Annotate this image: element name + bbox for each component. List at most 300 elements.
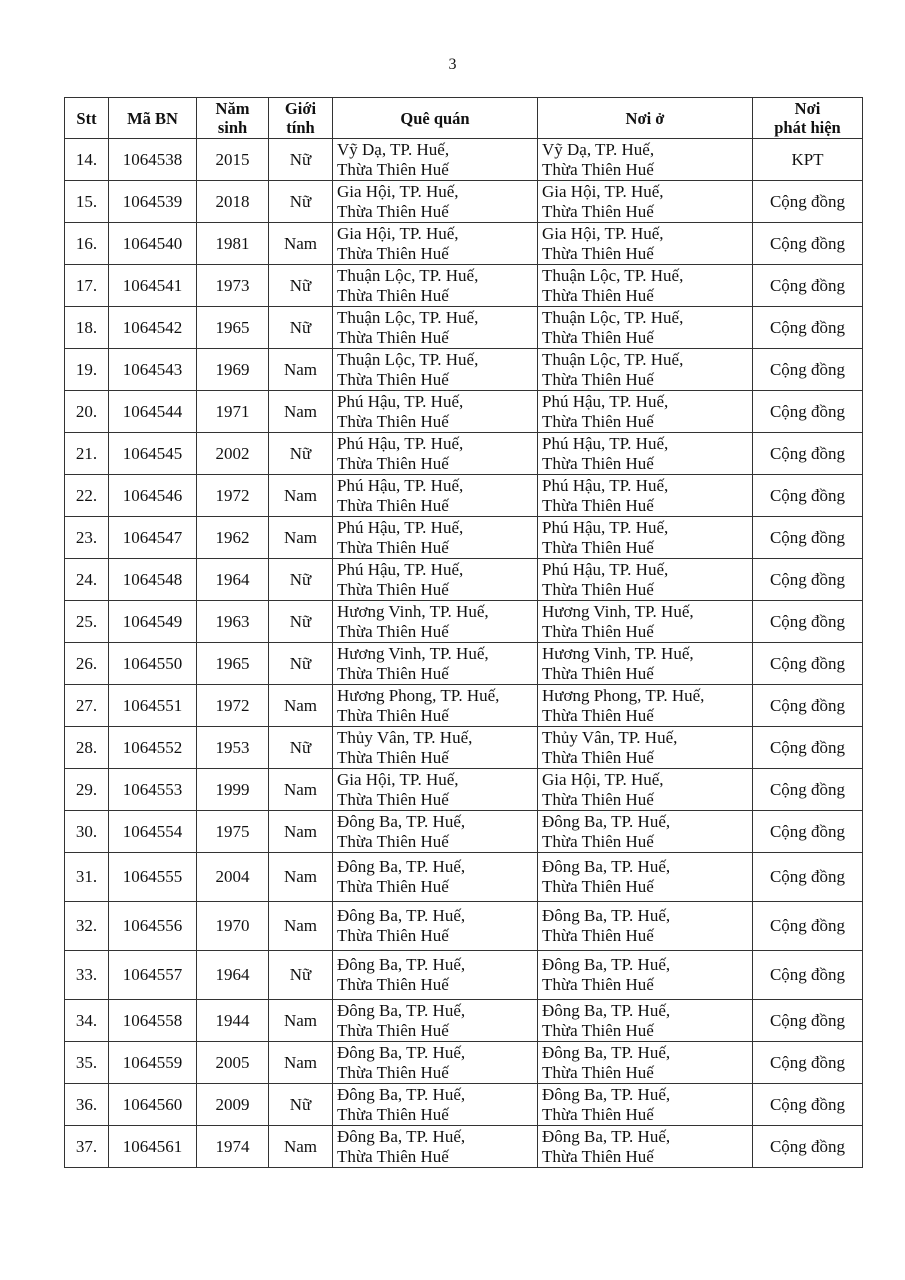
- cell-nam-sinh: 1944: [197, 1000, 269, 1042]
- cell-gioi-tinh: Nữ: [269, 139, 333, 181]
- table-row: [65, 1042, 863, 1084]
- cell-noi-o-line: Gia Hội, TP. Huế,: [542, 223, 664, 243]
- cell-que-quan-line: Phú Hậu, TP. Huế,: [337, 475, 464, 495]
- cell-ma-bn: 1064544: [109, 391, 197, 433]
- cell-stt: 19.: [65, 349, 109, 391]
- cell-que-quan-line: Thuận Lộc, TP. Huế,: [337, 307, 479, 327]
- table-row: [65, 223, 863, 265]
- cell-noi-o-line: Thừa Thiên Huế: [542, 1104, 654, 1124]
- cell-noi-phat-hien: Cộng đồng: [753, 223, 863, 265]
- table-row: [65, 685, 863, 727]
- cell-que-quan-line: Thừa Thiên Huế: [337, 369, 449, 389]
- cell-noi-o-line: Thừa Thiên Huế: [542, 831, 654, 851]
- table-row: [65, 951, 863, 1000]
- cell-nam-sinh: 1999: [197, 769, 269, 811]
- cell-stt: 34.: [65, 1000, 109, 1042]
- cell-gioi-tinh: Nam: [269, 223, 333, 265]
- cell-que-quan-line: Vỹ Dạ, TP. Huế,: [337, 139, 450, 159]
- cell-que-quan: [333, 951, 538, 1000]
- cell-que-quan: [333, 601, 538, 643]
- cell-que-quan: [333, 349, 538, 391]
- cell-noi-phat-hien: Cộng đồng: [753, 643, 863, 685]
- cell-gioi-tinh: Nam: [269, 475, 333, 517]
- patient-table: [64, 97, 863, 1168]
- cell-que-quan-line: Thừa Thiên Huế: [337, 663, 449, 683]
- cell-noi-o-line: Thừa Thiên Huế: [542, 926, 654, 945]
- cell-que-quan-line: Thừa Thiên Huế: [337, 705, 449, 725]
- cell-stt: 26.: [65, 643, 109, 685]
- cell-noi-o-line: Thừa Thiên Huế: [542, 975, 654, 994]
- cell-ma-bn: 1064546: [109, 475, 197, 517]
- cell-stt: 18.: [65, 307, 109, 349]
- cell-noi-o-line: Thừa Thiên Huế: [542, 789, 654, 809]
- cell-noi-phat-hien: Cộng đồng: [753, 433, 863, 475]
- cell-ma-bn: 1064545: [109, 433, 197, 475]
- cell-que-quan-line: Thừa Thiên Huế: [337, 327, 449, 347]
- cell-stt: 23.: [65, 517, 109, 559]
- cell-que-quan-line: Thừa Thiên Huế: [337, 243, 449, 263]
- cell-stt: 36.: [65, 1084, 109, 1126]
- cell-que-quan: [333, 685, 538, 727]
- cell-ma-bn: 1064543: [109, 349, 197, 391]
- cell-que-quan-line: Đông Ba, TP. Huế,: [337, 1000, 466, 1020]
- header-noi-phat-hien: [753, 98, 863, 139]
- cell-noi-o-line: Thừa Thiên Huế: [542, 1062, 654, 1082]
- cell-que-quan-line: Thừa Thiên Huế: [337, 789, 449, 809]
- cell-ma-bn: 1064557: [109, 951, 197, 1000]
- cell-que-quan-line: Thừa Thiên Huế: [337, 495, 449, 515]
- cell-que-quan-line: Thuận Lộc, TP. Huế,: [337, 349, 479, 369]
- cell-nam-sinh: 1964: [197, 559, 269, 601]
- table-row: [65, 1000, 863, 1042]
- cell-gioi-tinh: Nam: [269, 769, 333, 811]
- cell-que-quan-line: Thuận Lộc, TP. Huế,: [337, 265, 479, 285]
- cell-noi-o-line: Thừa Thiên Huế: [542, 243, 654, 263]
- header-gioi-tinh: [269, 98, 333, 139]
- cell-noi-o: [538, 139, 753, 181]
- cell-nam-sinh: 2004: [197, 853, 269, 902]
- cell-ma-bn: 1064559: [109, 1042, 197, 1084]
- cell-stt: 35.: [65, 1042, 109, 1084]
- cell-noi-phat-hien: Cộng đồng: [753, 517, 863, 559]
- cell-noi-o-line: Thuận Lộc, TP. Huế,: [542, 265, 684, 285]
- cell-noi-o-line: Thừa Thiên Huế: [542, 411, 654, 431]
- cell-que-quan-line: Đông Ba, TP. Huế,: [337, 1126, 466, 1146]
- table-row: [65, 307, 863, 349]
- cell-ma-bn: 1064550: [109, 643, 197, 685]
- cell-stt: 29.: [65, 769, 109, 811]
- cell-que-quan-line: Phú Hậu, TP. Huế,: [337, 433, 464, 453]
- table-row: [65, 1084, 863, 1126]
- cell-noi-phat-hien: Cộng đồng: [753, 902, 863, 951]
- cell-que-quan-line: Phú Hậu, TP. Huế,: [337, 391, 464, 411]
- cell-nam-sinh: 2018: [197, 181, 269, 223]
- header-noi-phat-hien-line: phát hiện: [774, 118, 841, 137]
- cell-noi-phat-hien: Cộng đồng: [753, 601, 863, 643]
- cell-que-quan: [333, 391, 538, 433]
- cell-que-quan-line: Hương Phong, TP. Huế,: [337, 685, 500, 705]
- cell-noi-o-line: Thừa Thiên Huế: [542, 1146, 654, 1166]
- cell-gioi-tinh: Nam: [269, 517, 333, 559]
- cell-que-quan: [333, 727, 538, 769]
- table-row: [65, 265, 863, 307]
- cell-ma-bn: 1064552: [109, 727, 197, 769]
- cell-noi-o-line: Hương Vinh, TP. Huế,: [542, 643, 694, 663]
- table-row: [65, 1126, 863, 1168]
- cell-gioi-tinh: Nữ: [269, 181, 333, 223]
- cell-que-quan-line: Đông Ba, TP. Huế,: [337, 906, 466, 925]
- cell-stt: 16.: [65, 223, 109, 265]
- cell-noi-o-line: Thủy Vân, TP. Huế,: [542, 727, 678, 747]
- cell-noi-o: [538, 685, 753, 727]
- cell-ma-bn: 1064542: [109, 307, 197, 349]
- cell-ma-bn: 1064547: [109, 517, 197, 559]
- cell-que-quan-line: Thừa Thiên Huế: [337, 1020, 449, 1040]
- cell-que-quan: [333, 433, 538, 475]
- cell-noi-o-line: Thừa Thiên Huế: [542, 327, 654, 347]
- cell-noi-phat-hien: KPT: [753, 139, 863, 181]
- cell-noi-o: [538, 1042, 753, 1084]
- cell-noi-o: [538, 391, 753, 433]
- cell-stt: 33.: [65, 951, 109, 1000]
- cell-noi-o-line: Thừa Thiên Huế: [542, 453, 654, 473]
- table-row: [65, 517, 863, 559]
- cell-noi-o-line: Thừa Thiên Huế: [542, 877, 654, 896]
- cell-ma-bn: 1064538: [109, 139, 197, 181]
- cell-gioi-tinh: Nữ: [269, 1084, 333, 1126]
- cell-noi-o-line: Gia Hội, TP. Huế,: [542, 181, 664, 201]
- cell-que-quan: [333, 1000, 538, 1042]
- table-row: [65, 643, 863, 685]
- cell-que-quan-line: Thừa Thiên Huế: [337, 621, 449, 641]
- cell-noi-o: [538, 559, 753, 601]
- cell-noi-o: [538, 769, 753, 811]
- cell-nam-sinh: 1975: [197, 811, 269, 853]
- cell-stt: 21.: [65, 433, 109, 475]
- cell-que-quan-line: Hương Vinh, TP. Huế,: [337, 601, 489, 621]
- cell-que-quan-line: Đông Ba, TP. Huế,: [337, 857, 466, 876]
- cell-gioi-tinh: Nam: [269, 853, 333, 902]
- cell-noi-o: [538, 223, 753, 265]
- cell-ma-bn: 1064549: [109, 601, 197, 643]
- cell-noi-phat-hien: Cộng đồng: [753, 1000, 863, 1042]
- cell-que-quan-line: Thừa Thiên Huế: [337, 1062, 449, 1082]
- cell-nam-sinh: 1965: [197, 307, 269, 349]
- cell-noi-phat-hien: Cộng đồng: [753, 853, 863, 902]
- cell-que-quan: [333, 811, 538, 853]
- table-row: [65, 475, 863, 517]
- cell-stt: 37.: [65, 1126, 109, 1168]
- cell-noi-o-line: Phú Hậu, TP. Huế,: [542, 475, 669, 495]
- cell-que-quan-line: Đông Ba, TP. Huế,: [337, 811, 466, 831]
- cell-noi-o-line: Thừa Thiên Huế: [542, 663, 654, 683]
- header-ma-bn: Mã BN: [109, 98, 197, 139]
- cell-gioi-tinh: Nữ: [269, 433, 333, 475]
- cell-ma-bn: 1064539: [109, 181, 197, 223]
- cell-gioi-tinh: Nữ: [269, 265, 333, 307]
- header-gioi-tinh-line: Giới: [284, 99, 317, 118]
- cell-nam-sinh: 1970: [197, 902, 269, 951]
- cell-que-quan-line: Thừa Thiên Huế: [337, 926, 449, 945]
- cell-noi-o-line: Thừa Thiên Huế: [542, 747, 654, 767]
- table-row: [65, 902, 863, 951]
- cell-noi-o: [538, 181, 753, 223]
- cell-stt: 24.: [65, 559, 109, 601]
- table-row: [65, 853, 863, 902]
- table-row: [65, 433, 863, 475]
- cell-stt: 30.: [65, 811, 109, 853]
- cell-que-quan: [333, 1042, 538, 1084]
- cell-noi-o: [538, 349, 753, 391]
- cell-que-quan-line: Thừa Thiên Huế: [337, 411, 449, 431]
- cell-nam-sinh: 2005: [197, 1042, 269, 1084]
- cell-nam-sinh: 1953: [197, 727, 269, 769]
- cell-stt: 17.: [65, 265, 109, 307]
- cell-gioi-tinh: Nam: [269, 685, 333, 727]
- table-row: [65, 727, 863, 769]
- cell-que-quan: [333, 181, 538, 223]
- cell-noi-o-line: Thừa Thiên Huế: [542, 285, 654, 305]
- header-nam-sinh-line: Năm: [215, 99, 250, 118]
- table-row: [65, 811, 863, 853]
- cell-que-quan-line: Phú Hậu, TP. Huế,: [337, 517, 464, 537]
- cell-noi-o-line: Đông Ba, TP. Huế,: [542, 857, 671, 876]
- cell-gioi-tinh: Nữ: [269, 307, 333, 349]
- cell-noi-phat-hien: Cộng đồng: [753, 181, 863, 223]
- cell-gioi-tinh: Nam: [269, 811, 333, 853]
- cell-ma-bn: 1064556: [109, 902, 197, 951]
- cell-noi-o: [538, 1000, 753, 1042]
- cell-gioi-tinh: Nam: [269, 391, 333, 433]
- cell-noi-o: [538, 853, 753, 902]
- cell-noi-o-line: Thừa Thiên Huế: [542, 201, 654, 221]
- cell-ma-bn: 1064560: [109, 1084, 197, 1126]
- cell-que-quan: [333, 1126, 538, 1168]
- cell-noi-o: [538, 951, 753, 1000]
- cell-noi-o-line: Gia Hội, TP. Huế,: [542, 769, 664, 789]
- cell-nam-sinh: 1972: [197, 475, 269, 517]
- cell-gioi-tinh: Nữ: [269, 727, 333, 769]
- cell-que-quan-line: Thủy Vân, TP. Huế,: [337, 727, 473, 747]
- cell-gioi-tinh: Nữ: [269, 559, 333, 601]
- cell-que-quan: [333, 265, 538, 307]
- cell-gioi-tinh: Nam: [269, 1042, 333, 1084]
- cell-noi-o-line: Đông Ba, TP. Huế,: [542, 1126, 671, 1146]
- cell-que-quan: [333, 643, 538, 685]
- cell-stt: 14.: [65, 139, 109, 181]
- cell-que-quan-line: Đông Ba, TP. Huế,: [337, 1084, 466, 1104]
- cell-gioi-tinh: Nam: [269, 349, 333, 391]
- cell-noi-o-line: Đông Ba, TP. Huế,: [542, 1042, 671, 1062]
- cell-que-quan-line: Thừa Thiên Huế: [337, 747, 449, 767]
- cell-que-quan: [333, 1084, 538, 1126]
- cell-que-quan-line: Thừa Thiên Huế: [337, 285, 449, 305]
- cell-noi-o-line: Thừa Thiên Huế: [542, 495, 654, 515]
- table-row: [65, 391, 863, 433]
- cell-que-quan: [333, 902, 538, 951]
- cell-que-quan-line: Thừa Thiên Huế: [337, 1104, 449, 1124]
- cell-ma-bn: 1064555: [109, 853, 197, 902]
- cell-noi-o: [538, 601, 753, 643]
- table-body: [65, 139, 863, 1168]
- cell-noi-o: [538, 433, 753, 475]
- cell-que-quan-line: Thừa Thiên Huế: [337, 579, 449, 599]
- header-nam-sinh-line: sinh: [217, 118, 248, 137]
- table-row: [65, 601, 863, 643]
- cell-que-quan-line: Thừa Thiên Huế: [337, 453, 449, 473]
- cell-ma-bn: 1064561: [109, 1126, 197, 1168]
- cell-noi-o: [538, 265, 753, 307]
- table-row: [65, 559, 863, 601]
- cell-noi-o: [538, 1084, 753, 1126]
- header-gioi-tinh-line: tính: [286, 118, 315, 137]
- cell-noi-o: [538, 643, 753, 685]
- cell-noi-phat-hien: Cộng đồng: [753, 559, 863, 601]
- cell-noi-phat-hien: Cộng đồng: [753, 391, 863, 433]
- cell-noi-o-line: Đông Ba, TP. Huế,: [542, 1000, 671, 1020]
- cell-nam-sinh: 1964: [197, 951, 269, 1000]
- cell-ma-bn: 1064541: [109, 265, 197, 307]
- cell-stt: 20.: [65, 391, 109, 433]
- header-noi-o: Nơi ở: [538, 98, 753, 139]
- cell-stt: 15.: [65, 181, 109, 223]
- cell-que-quan-line: Gia Hội, TP. Huế,: [337, 181, 459, 201]
- cell-nam-sinh: 1974: [197, 1126, 269, 1168]
- cell-gioi-tinh: Nam: [269, 1000, 333, 1042]
- cell-nam-sinh: 1972: [197, 685, 269, 727]
- cell-ma-bn: 1064551: [109, 685, 197, 727]
- cell-que-quan: [333, 307, 538, 349]
- cell-nam-sinh: 1965: [197, 643, 269, 685]
- cell-gioi-tinh: Nữ: [269, 951, 333, 1000]
- cell-stt: 22.: [65, 475, 109, 517]
- cell-stt: 27.: [65, 685, 109, 727]
- cell-noi-o-line: Đông Ba, TP. Huế,: [542, 1084, 671, 1104]
- cell-stt: 32.: [65, 902, 109, 951]
- table-row: [65, 769, 863, 811]
- cell-noi-phat-hien: Cộng đồng: [753, 769, 863, 811]
- cell-noi-o-line: Phú Hậu, TP. Huế,: [542, 391, 669, 411]
- cell-stt: 25.: [65, 601, 109, 643]
- table-row: [65, 349, 863, 391]
- cell-que-quan: [333, 559, 538, 601]
- cell-nam-sinh: 1971: [197, 391, 269, 433]
- cell-noi-o-line: Thừa Thiên Huế: [542, 369, 654, 389]
- cell-que-quan-line: Hương Vinh, TP. Huế,: [337, 643, 489, 663]
- cell-noi-o-line: Thừa Thiên Huế: [542, 1020, 654, 1040]
- cell-que-quan-line: Thừa Thiên Huế: [337, 159, 449, 179]
- cell-que-quan: [333, 475, 538, 517]
- cell-noi-phat-hien: Cộng đồng: [753, 475, 863, 517]
- cell-noi-o-line: Hương Phong, TP. Huế,: [542, 685, 705, 705]
- cell-noi-phat-hien: Cộng đồng: [753, 265, 863, 307]
- header-stt: Stt: [65, 98, 109, 139]
- cell-ma-bn: 1064558: [109, 1000, 197, 1042]
- cell-noi-phat-hien: Cộng đồng: [753, 1042, 863, 1084]
- cell-noi-o: [538, 902, 753, 951]
- cell-ma-bn: 1064548: [109, 559, 197, 601]
- cell-noi-o: [538, 727, 753, 769]
- cell-noi-o: [538, 475, 753, 517]
- cell-noi-o-line: Vỹ Dạ, TP. Huế,: [542, 139, 655, 159]
- cell-noi-phat-hien: Cộng đồng: [753, 811, 863, 853]
- cell-noi-o-line: Phú Hậu, TP. Huế,: [542, 433, 669, 453]
- cell-noi-o: [538, 1126, 753, 1168]
- cell-que-quan-line: Thừa Thiên Huế: [337, 831, 449, 851]
- header-nam-sinh: [197, 98, 269, 139]
- cell-gioi-tinh: Nam: [269, 1126, 333, 1168]
- cell-noi-o-line: Phú Hậu, TP. Huế,: [542, 517, 669, 537]
- cell-nam-sinh: 1981: [197, 223, 269, 265]
- cell-noi-phat-hien: Cộng đồng: [753, 685, 863, 727]
- header-que-quan: Quê quán: [333, 98, 538, 139]
- cell-que-quan: [333, 517, 538, 559]
- cell-que-quan-line: Gia Hội, TP. Huế,: [337, 223, 459, 243]
- cell-que-quan-line: Gia Hội, TP. Huế,: [337, 769, 459, 789]
- table-header-row: [65, 98, 863, 139]
- header-noi-phat-hien-line: Nơi: [794, 99, 821, 118]
- cell-noi-o: [538, 517, 753, 559]
- cell-noi-phat-hien: Cộng đồng: [753, 951, 863, 1000]
- cell-noi-o-line: Thừa Thiên Huế: [542, 621, 654, 641]
- cell-nam-sinh: 1969: [197, 349, 269, 391]
- cell-que-quan: [333, 853, 538, 902]
- table-row: [65, 181, 863, 223]
- cell-que-quan-line: Thừa Thiên Huế: [337, 1146, 449, 1166]
- cell-que-quan-line: Đông Ba, TP. Huế,: [337, 955, 466, 974]
- page-number: 3: [448, 56, 457, 73]
- cell-ma-bn: 1064540: [109, 223, 197, 265]
- cell-que-quan-line: Thừa Thiên Huế: [337, 537, 449, 557]
- cell-gioi-tinh: Nữ: [269, 643, 333, 685]
- cell-nam-sinh: 1962: [197, 517, 269, 559]
- cell-ma-bn: 1064554: [109, 811, 197, 853]
- cell-que-quan: [333, 139, 538, 181]
- cell-gioi-tinh: Nam: [269, 902, 333, 951]
- cell-noi-o-line: Thừa Thiên Huế: [542, 579, 654, 599]
- cell-que-quan-line: Thừa Thiên Huế: [337, 975, 449, 994]
- cell-noi-phat-hien: Cộng đồng: [753, 1126, 863, 1168]
- cell-noi-o-line: Thuận Lộc, TP. Huế,: [542, 307, 684, 327]
- cell-ma-bn: 1064553: [109, 769, 197, 811]
- cell-stt: 28.: [65, 727, 109, 769]
- cell-que-quan-line: Thừa Thiên Huế: [337, 201, 449, 221]
- cell-noi-o-line: Đông Ba, TP. Huế,: [542, 955, 671, 974]
- cell-stt: 31.: [65, 853, 109, 902]
- cell-noi-o-line: Thừa Thiên Huế: [542, 537, 654, 557]
- cell-noi-phat-hien: Cộng đồng: [753, 1084, 863, 1126]
- cell-gioi-tinh: Nữ: [269, 601, 333, 643]
- cell-noi-o-line: Thuận Lộc, TP. Huế,: [542, 349, 684, 369]
- cell-que-quan: [333, 223, 538, 265]
- cell-que-quan-line: Đông Ba, TP. Huế,: [337, 1042, 466, 1062]
- cell-noi-phat-hien: Cộng đồng: [753, 727, 863, 769]
- cell-que-quan-line: Thừa Thiên Huế: [337, 877, 449, 896]
- cell-noi-o-line: Thừa Thiên Huế: [542, 705, 654, 725]
- cell-noi-o-line: Đông Ba, TP. Huế,: [542, 811, 671, 831]
- cell-nam-sinh: 1963: [197, 601, 269, 643]
- cell-nam-sinh: 2009: [197, 1084, 269, 1126]
- cell-noi-o-line: Đông Ba, TP. Huế,: [542, 906, 671, 925]
- cell-noi-o: [538, 811, 753, 853]
- cell-noi-phat-hien: Cộng đồng: [753, 349, 863, 391]
- cell-noi-o-line: Thừa Thiên Huế: [542, 159, 654, 179]
- cell-que-quan-line: Phú Hậu, TP. Huế,: [337, 559, 464, 579]
- table-row: [65, 139, 863, 181]
- cell-nam-sinh: 1973: [197, 265, 269, 307]
- cell-noi-o-line: Hương Vinh, TP. Huế,: [542, 601, 694, 621]
- cell-nam-sinh: 2015: [197, 139, 269, 181]
